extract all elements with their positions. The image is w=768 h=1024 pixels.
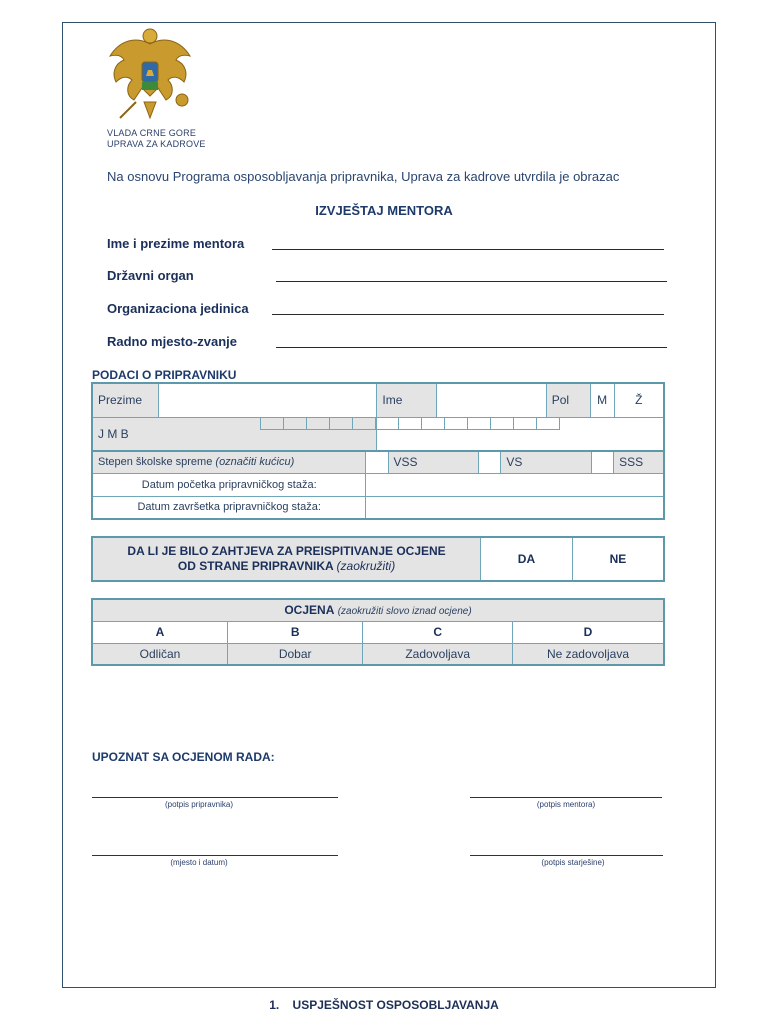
intro-text: Na osnovu Programa osposobljavanja pripravnika, Uprava za kadrove utvrdila je obrazac: [107, 169, 620, 184]
grade-letter-a[interactable]: A: [92, 621, 227, 643]
field-line-mentor-name[interactable]: [272, 249, 664, 250]
footer-heading: 1. USPJEŠNOST OSPOSOBLJAVANJA: [269, 998, 499, 1012]
field-label-mentor-name: Ime i prezime mentora: [107, 236, 245, 251]
jmb-label: J M B: [92, 417, 377, 451]
grade-label-d: Ne zadovoljava: [512, 643, 664, 665]
grade-letter-b[interactable]: B: [227, 621, 362, 643]
form-title: IZVJEŠTAJ MENTORA: [315, 203, 453, 218]
sss-label: SSS: [614, 451, 664, 473]
acknowledgement-heading: UPOZNAT SA OCJENOM RADA:: [92, 750, 275, 764]
review-yes-option[interactable]: DA: [481, 537, 573, 581]
field-label-org-unit: Organizaciona jedinica: [107, 301, 249, 316]
review-no-option[interactable]: NE: [572, 537, 664, 581]
grade-letter-c[interactable]: C: [363, 621, 513, 643]
gov-line-1: VLADA CRNE GORE: [107, 128, 197, 138]
field-label-job-title: Radno mjesto-zvanje: [107, 334, 238, 349]
education-hint: (označiti kućicu): [215, 456, 295, 469]
education-label: Stepen školske spreme (označiti kućicu): [92, 451, 366, 473]
sex-f-option[interactable]: Ž: [614, 383, 664, 417]
gov-line-2: UPRAVA ZA KADROVE: [107, 139, 206, 149]
head-signature-caption: (potpis starješine): [541, 858, 605, 867]
name-input[interactable]: [437, 383, 547, 417]
field-label-state-body: Državni organ: [107, 268, 194, 283]
vss-checkbox[interactable]: [366, 451, 388, 473]
grading-header: [92, 599, 664, 621]
review-question-line-2: OD STRANE PRIPRAVNIKA: [177, 559, 334, 573]
review-question-hint: (zaokružiti): [336, 559, 396, 573]
name-label: Ime: [377, 383, 437, 417]
grade-label-a: Odličan: [92, 643, 227, 665]
jmb-digit-boxes[interactable]: [260, 417, 560, 433]
start-date-label: Datum početka pripravničkog staža:: [92, 473, 366, 496]
grading-table: [91, 598, 665, 666]
mentor-signature-line[interactable]: [470, 797, 662, 798]
vss-label: VSS: [388, 451, 479, 473]
grade-label-b: Dobar: [227, 643, 362, 665]
coat-of-arms-emblem: [106, 26, 194, 126]
field-line-org-unit[interactable]: [272, 314, 664, 315]
sex-label: Pol: [546, 383, 590, 417]
grading-title: OCJENA: [284, 603, 335, 618]
sss-checkbox[interactable]: [591, 451, 613, 473]
surname-label: Prezime: [92, 383, 159, 417]
end-date-label: Datum završetka pripravničkog staža:: [92, 496, 366, 519]
place-date-caption: (mjesto i datum): [170, 858, 228, 867]
field-line-job-title[interactable]: [276, 347, 667, 348]
field-line-state-body[interactable]: [276, 281, 667, 282]
grading-hint: (zaokružiti slovo iznad ocjene): [337, 606, 472, 618]
sex-m-option[interactable]: M: [590, 383, 614, 417]
section-trainee-data: PODACI O PRIPRAVNIKU: [92, 368, 237, 382]
head-signature-line[interactable]: [470, 855, 663, 856]
trainee-signature-caption: (potpis pripravnika): [164, 800, 234, 809]
review-request-table: [91, 536, 665, 582]
start-date-input[interactable]: [366, 473, 664, 496]
vs-label: VS: [501, 451, 592, 473]
review-question: [92, 537, 481, 581]
education-table: [91, 450, 665, 520]
end-date-input[interactable]: [366, 496, 664, 519]
surname-input[interactable]: [159, 383, 377, 417]
trainee-signature-line[interactable]: [92, 797, 338, 798]
place-date-line[interactable]: [92, 855, 338, 856]
grade-label-c: Zadovoljava: [363, 643, 513, 665]
grade-letter-d[interactable]: D: [512, 621, 664, 643]
government-name: [107, 128, 206, 150]
mentor-signature-caption: (potpis mentora): [536, 800, 596, 809]
review-question-line-1: DA LI JE BILO ZAHTJEVA ZA PREISPITIVANJE OCJENE: [127, 544, 446, 558]
vs-checkbox[interactable]: [479, 451, 501, 473]
